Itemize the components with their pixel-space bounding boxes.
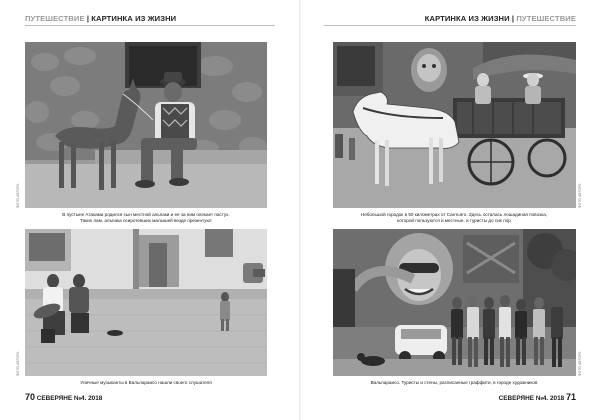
photo-credit: ФОТО АВТОРА xyxy=(578,183,582,208)
magazine-issue: СЕВЕРЯНЕ №4. 2018 xyxy=(36,395,103,402)
right-page-footer xyxy=(499,392,576,402)
page-number: 70 xyxy=(25,392,36,402)
header-section: ПУТЕШЕСТВИЕ xyxy=(25,14,85,23)
photo-caption: Вальпараисо. Туристы и стены, расписанные граффити, в городе художников xyxy=(370,380,538,385)
photo-caption xyxy=(336,212,572,224)
caption-line: которой пользуются и местные, и туристы до сих пор xyxy=(397,218,511,223)
photo-credit: ФОТО АВТОРА xyxy=(578,351,582,376)
caption-line: Небольшой городок в 50 километрах от Сантьяго. Здесь осталась лошадиная повозка, xyxy=(360,212,548,217)
left-page-header xyxy=(25,14,176,23)
photo-street-musicians xyxy=(25,229,267,376)
magazine-issue: СЕВЕРЯНЕ №4. 2018 xyxy=(498,395,565,402)
header-rule xyxy=(324,25,576,26)
header-rubric: КАРТИНКА ИЗ ЖИЗНИ xyxy=(91,14,177,23)
page-number: 71 xyxy=(565,392,576,402)
header-rule xyxy=(25,25,275,26)
photo-caption: Уличные музыканты в Вальпараисо нашли своего слушателя xyxy=(80,380,212,385)
header-rubric: КАРТИНКА ИЗ ЖИЗНИ xyxy=(424,14,510,23)
left-page-footer xyxy=(25,392,102,402)
caption-line: Таких лам, альпака осиротевших малышей везде презентуют xyxy=(80,218,212,223)
photo-credit: ФОТО АВТОРА xyxy=(16,351,20,376)
photo-horse-cart xyxy=(333,42,576,208)
photo-man-with-llama xyxy=(25,42,267,208)
header-section: ПУТЕШЕСТВИЕ xyxy=(516,14,576,23)
photo-credit: ФОТО АВТОРА xyxy=(16,183,20,208)
caption-line: В пустыне Атакама родился сын местной альпаки и ее за ним опекает пастух. xyxy=(62,212,230,217)
right-page-header xyxy=(425,14,576,23)
photo-caption xyxy=(30,212,262,224)
photo-graffiti-tourists xyxy=(333,229,576,376)
right-page xyxy=(300,0,600,420)
header-separator: | xyxy=(511,14,515,23)
header-separator: | xyxy=(86,14,90,23)
